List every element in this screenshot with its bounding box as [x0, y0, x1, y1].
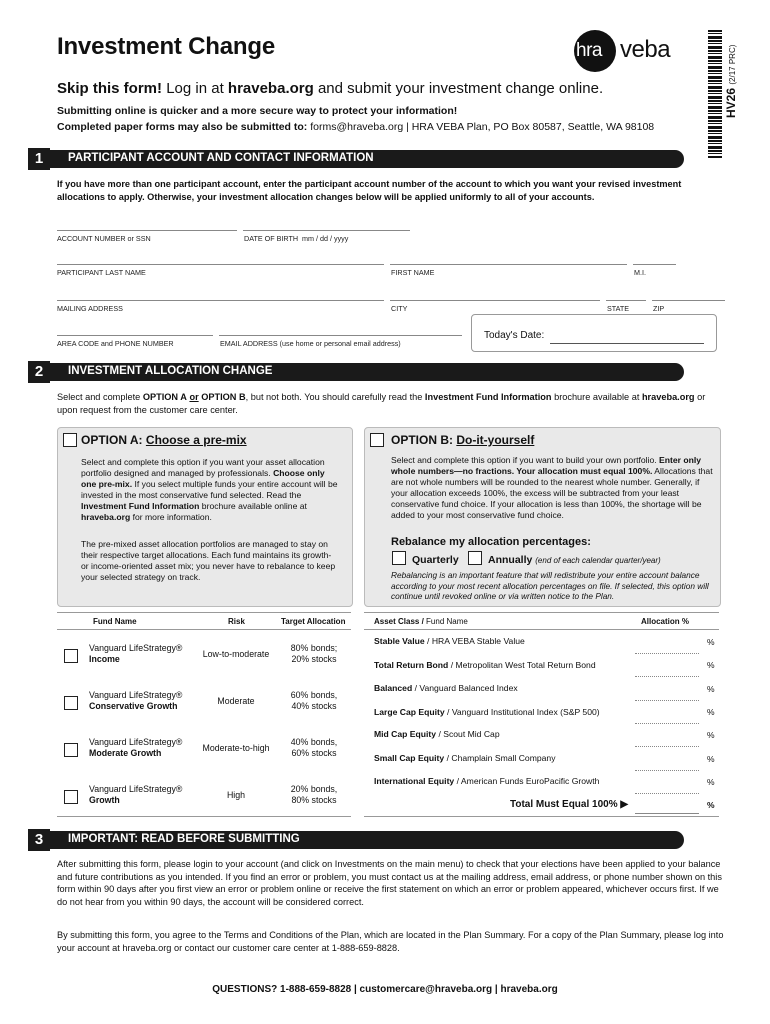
allocation-percent-sign: % — [707, 776, 715, 787]
premix-risk: Moderate — [217, 696, 255, 706]
allocation-percent-sign: % — [707, 637, 715, 647]
paper-submit-bold: Completed paper forms may also be submitted to: — [57, 121, 308, 133]
option-a-premix-note: The pre-mixed asset allocation portfolios are managed to stay on their respective target allocations. Each fund maintains its growth- or income-oriented asset mix; you never have to rebalance to keep your selected strategy on track. — [81, 539, 336, 582]
premix-fund-name — [89, 643, 199, 665]
option-a-header-rule — [57, 629, 351, 630]
section-2-bar — [38, 363, 684, 381]
skip-site-link[interactable]: hraveba.org — [227, 80, 314, 97]
annually-label-group — [488, 554, 661, 566]
premix-target-stocks: 60% stocks — [291, 748, 337, 758]
option-a-name: Choose a pre-mix — [145, 433, 247, 447]
city-field[interactable] — [390, 300, 600, 301]
first-name-field[interactable] — [390, 264, 627, 265]
premix-risk: Moderate-to-high — [202, 743, 270, 753]
email-label: EMAIL ADDRESS (use home or personal email address) — [220, 339, 401, 348]
premix-fund-strategy: Growth — [89, 795, 120, 805]
mi-field[interactable] — [633, 264, 676, 265]
asset-row: Stable Value / HRA VEBA Stable Value — [374, 636, 525, 646]
option-b-header-rule — [364, 629, 719, 630]
asset-row: Large Cap Equity / Vanguard Institutional Index (S&P 500) — [374, 706, 600, 717]
annually-checkbox[interactable] — [468, 551, 482, 565]
section-2-intro — [57, 391, 707, 416]
section-1-intro: If you have more than one participant account, enter the participant account number of the account to which you want your revised investment allocations to apply. Otherwise, your investment allocation changes below will be applied uniformly to all of your accounts. — [57, 179, 682, 202]
section-2-title: INVESTMENT ALLOCATION CHANGE — [68, 365, 273, 377]
allocation-input[interactable] — [635, 723, 699, 724]
section-3-number: 3 — [28, 829, 50, 851]
premix-fund-family: Vanguard LifeStrategy® — [89, 690, 183, 700]
option-a-p1d: for more information. — [132, 512, 212, 522]
section-1-title: PARTICIPANT ACCOUNT AND CONTACT INFORMATION — [68, 152, 374, 164]
todays-date-box[interactable] — [471, 314, 717, 352]
option-a-label: OPTION A: — [81, 433, 143, 447]
option-a-title — [81, 433, 247, 447]
premix-fund-family: Vanguard LifeStrategy® — [89, 737, 183, 747]
intro-a: Select and complete — [57, 392, 141, 402]
asset-row: Total Return Bond / Metropolitan West Total Return Bond — [374, 660, 596, 670]
phone-field[interactable] — [57, 335, 213, 336]
premix-target-bonds: 20% bonds, — [290, 784, 338, 794]
dob-label-text: DATE OF BIRTH — [244, 234, 299, 243]
dob-label — [244, 234, 348, 243]
paper-submit-line — [57, 121, 654, 133]
allocation-percent-sign: % — [707, 706, 715, 717]
premix-checkbox[interactable] — [64, 743, 78, 757]
col-asset-class — [374, 617, 468, 626]
col-fund-name: Fund Name — [93, 617, 137, 626]
asset-fund: Champlain Small Company — [451, 753, 556, 764]
premix-checkbox[interactable] — [64, 696, 78, 710]
premix-target-bonds: 60% bonds, — [290, 690, 338, 700]
state-field[interactable] — [606, 300, 646, 301]
dob-format: mm / dd / yyyy — [302, 234, 349, 243]
asset-row: Mid Cap Equity / Scout Mid Cap — [374, 729, 500, 740]
barcode-icon — [708, 30, 722, 158]
dob-field[interactable] — [243, 230, 410, 231]
hra-veba-logo — [574, 30, 686, 70]
zip-label: ZIP — [653, 304, 665, 313]
option-b-title — [391, 433, 534, 447]
address-field[interactable] — [57, 300, 384, 301]
option-a-p1b: If you select multiple funds your entire account will be invested in the most conservative fund selected. Read the — [81, 479, 338, 500]
premix-target-bonds: 80% bonds; — [290, 643, 338, 653]
asset-class: Small Cap Equity — [374, 753, 445, 764]
todays-date-field[interactable] — [550, 343, 704, 344]
option-a-table-rule — [57, 612, 351, 613]
col-allocation: Allocation % — [641, 617, 690, 626]
city-label: CITY — [391, 304, 408, 313]
premix-checkbox[interactable] — [64, 649, 78, 663]
annually-label: Annually — [488, 554, 533, 566]
asset-fund: American Funds EuroPacific Growth — [460, 775, 600, 786]
option-b-table-rule — [364, 612, 719, 613]
premix-target-stocks: 40% stocks — [291, 701, 337, 711]
questions-footer: QUESTIONS? 1-888-659-8828 | customercare@hraveba.org | hraveba.org — [212, 984, 558, 995]
allocation-percent-sign: % — [707, 730, 715, 741]
allocation-input[interactable] — [635, 700, 699, 701]
option-b-bottom-rule — [364, 816, 719, 817]
form-code — [724, 45, 738, 118]
account-field[interactable] — [57, 230, 237, 231]
asset-class: Mid Cap Equity — [374, 729, 437, 740]
option-b-p1b: Allocations that are not whole numbers will be rounded to the nearest whole number. Generally, if your allocation exceeds 100%, the excess will be subtracted from your least conservative fund choice. If your allocation is less than 100%, the shortage will be added to your most conservative fund choice. — [391, 466, 713, 520]
submit-online-line: Submitting online is quicker and a more secure way to protect your information! — [57, 105, 458, 117]
account-label: ACCOUNT NUMBER or SSN — [57, 234, 151, 243]
asset-fund: HRA VEBA Stable Value — [431, 636, 525, 646]
asset-fund: Vanguard Balanced Index — [419, 682, 518, 693]
last-name-label: PARTICIPANT LAST NAME — [57, 268, 146, 277]
option-a-p1-bold: Choose only one pre-mix. — [81, 468, 325, 489]
asset-class: International Equity — [374, 775, 455, 786]
email-field[interactable] — [219, 335, 462, 336]
option-b-p1-bold: Enter only whole numbers—no fractions. Your allocation must equal 100%. — [391, 455, 702, 476]
allocation-percent-sign: % — [707, 660, 715, 671]
intro-d: or upon request from the customer care center. — [57, 392, 706, 415]
address-label: MAILING ADDRESS — [57, 304, 123, 313]
allocation-percent-sign: % — [707, 683, 715, 694]
logo-hra: hra — [574, 30, 616, 72]
form-title: Investment Change — [57, 33, 275, 60]
option-a-site-link[interactable]: hraveba.org — [81, 512, 131, 522]
state-label: STATE — [607, 304, 630, 313]
option-b-name: Do-it-yourself — [456, 433, 535, 447]
premix-fund-name — [89, 690, 199, 712]
section-1-bar — [38, 150, 684, 168]
allocation-input[interactable] — [635, 676, 699, 677]
skip-post: and submit your investment change online. — [317, 80, 604, 97]
section-1-number: 1 — [28, 148, 50, 170]
section-3-paragraph-1: After submitting this form, please login to your account (and click on Investments on the main menu) to check that your elections have been applied to your balance and future contributions as you intended. If you find an error or problem, you must contact us at the mailing address, email address, or phone number shown on this form within 90 days after you first view an error or problem online or receive the first statement on which an error or problem appeared, whichever occurs first. If we do not hear from you within 90 days, the account will be considered correct. — [57, 859, 722, 907]
asset-class: Stable Value — [374, 636, 425, 646]
premix-target — [276, 690, 352, 712]
section-2-number: 2 — [28, 361, 50, 383]
allocation-percent-sign: % — [707, 753, 715, 764]
premix-target — [276, 784, 352, 806]
asset-row: International Equity / American Funds EuroPacific Growth — [374, 775, 600, 786]
asset-fund: Metropolitan West Total Return Bond — [455, 660, 596, 670]
total-label: Total Must Equal 100% ▶ — [510, 799, 629, 810]
asset-fund: Vanguard Institutional Index (S&P 500) — [451, 706, 600, 717]
asset-class: Total Return Bond — [374, 660, 449, 670]
asset-fund: Scout Mid Cap — [443, 729, 500, 740]
option-a-brochure: Investment Fund Information — [81, 501, 200, 511]
first-name-label: FIRST NAME — [391, 268, 435, 277]
premix-fund-strategy: Conservative Growth — [89, 701, 178, 711]
section-3-bar — [38, 831, 684, 849]
last-name-field[interactable] — [57, 264, 384, 265]
intro-option-b: OPTION B — [201, 392, 246, 402]
premix-fund-name — [89, 784, 199, 806]
allocation-input[interactable] — [635, 770, 699, 771]
total-allocation-field[interactable] — [635, 813, 699, 814]
option-b-checkbox[interactable] — [370, 433, 384, 447]
asset-class: Large Cap Equity — [374, 706, 445, 717]
option-a-p1c: brochure available online at — [201, 501, 307, 511]
option-a-description — [81, 457, 339, 523]
premix-fund-strategy: Income — [89, 654, 120, 664]
premix-target — [276, 737, 352, 759]
option-b-p1a: Select and complete this option if you want to build your own portfolio. — [391, 455, 657, 465]
premix-fund-name — [89, 737, 199, 759]
option-a-p1a: Select and complete this option if you want your asset allocation portfolio designed and managed by professionals. — [81, 457, 325, 478]
allocation-input[interactable] — [635, 793, 699, 794]
mi-label: M.I. — [634, 268, 646, 277]
col-asset-class-label: Asset Class / — [374, 617, 424, 626]
option-b-description — [391, 455, 713, 521]
intro-option-a: OPTION A — [142, 392, 187, 402]
col-risk: Risk — [228, 617, 245, 626]
rebalance-title: Rebalance my allocation percentages: — [391, 536, 591, 548]
skip-pre: Log in at — [166, 80, 224, 97]
premix-risk: Low-to-moderate — [202, 649, 270, 659]
allocation-input[interactable] — [635, 653, 699, 654]
section-3-title: IMPORTANT: READ BEFORE SUBMITTING — [68, 833, 300, 845]
premix-fund-strategy: Moderate Growth — [89, 748, 162, 758]
premix-target — [276, 643, 352, 665]
col-target-allocation: Target Allocation — [281, 617, 346, 626]
intro-or: or — [189, 392, 199, 402]
intro-site-link[interactable]: hraveba.org — [641, 392, 695, 402]
paper-submit-address: forms@hraveba.org | HRA VEBA Plan, PO Box 80587, Seattle, WA 98108 — [310, 121, 655, 133]
quarterly-checkbox[interactable] — [392, 551, 406, 565]
premix-fund-family: Vanguard LifeStrategy® — [89, 784, 183, 794]
asset-class: Balanced — [374, 682, 413, 693]
option-b-label: OPTION B: — [391, 433, 453, 447]
phone-label: AREA CODE and PHONE NUMBER — [57, 339, 174, 348]
quarterly-label: Quarterly — [412, 554, 459, 566]
option-a-checkbox[interactable] — [63, 433, 77, 447]
allocation-input[interactable] — [635, 746, 699, 747]
premix-risk: High — [226, 790, 246, 800]
premix-target-stocks: 80% stocks — [291, 795, 337, 805]
form-revision: (2/17 PRC) — [728, 44, 737, 85]
option-a-bottom-rule — [57, 816, 351, 817]
form-code-id: HV26 — [724, 87, 738, 118]
total-percent-sign: % — [707, 800, 715, 810]
premix-fund-family: Vanguard LifeStrategy® — [89, 643, 183, 653]
rebalance-note: Rebalancing is an important feature that will redistribute your entire account balance according to your most recent allocation percentages on file. If selected, this option will continue until revoked online or via written notice to the Plan. — [391, 570, 709, 601]
annually-note: (end of each calendar quarter/year) — [535, 556, 661, 565]
intro-c: brochure available at — [554, 392, 640, 402]
premix-checkbox[interactable] — [64, 790, 78, 804]
col-asset-fund-label: Fund Name — [426, 617, 468, 626]
asset-row: Balanced / Vanguard Balanced Index — [374, 682, 518, 693]
section-3-paragraph-2: By submitting this form, you agree to the Terms and Conditions of the Plan, which are located in the Plan Summary. For a copy of the Plan Summary, please log into your account at hraveba.org or contact our customer care center at 1-888-659-8828. — [57, 930, 724, 953]
premix-target-stocks: 20% stocks — [291, 654, 337, 664]
premix-target-bonds: 40% bonds, — [290, 737, 338, 747]
asset-row: Small Cap Equity / Champlain Small Company — [374, 753, 556, 764]
logo-veba: veba — [620, 36, 671, 63]
intro-brochure: Investment Fund Information — [424, 392, 552, 402]
intro-b: , but not both. You should carefully read the — [245, 392, 423, 402]
skip-form-line — [57, 80, 603, 97]
skip-bold: Skip this form! — [57, 80, 163, 97]
todays-date-label: Today's Date: — [484, 330, 545, 341]
zip-field[interactable] — [652, 300, 725, 301]
